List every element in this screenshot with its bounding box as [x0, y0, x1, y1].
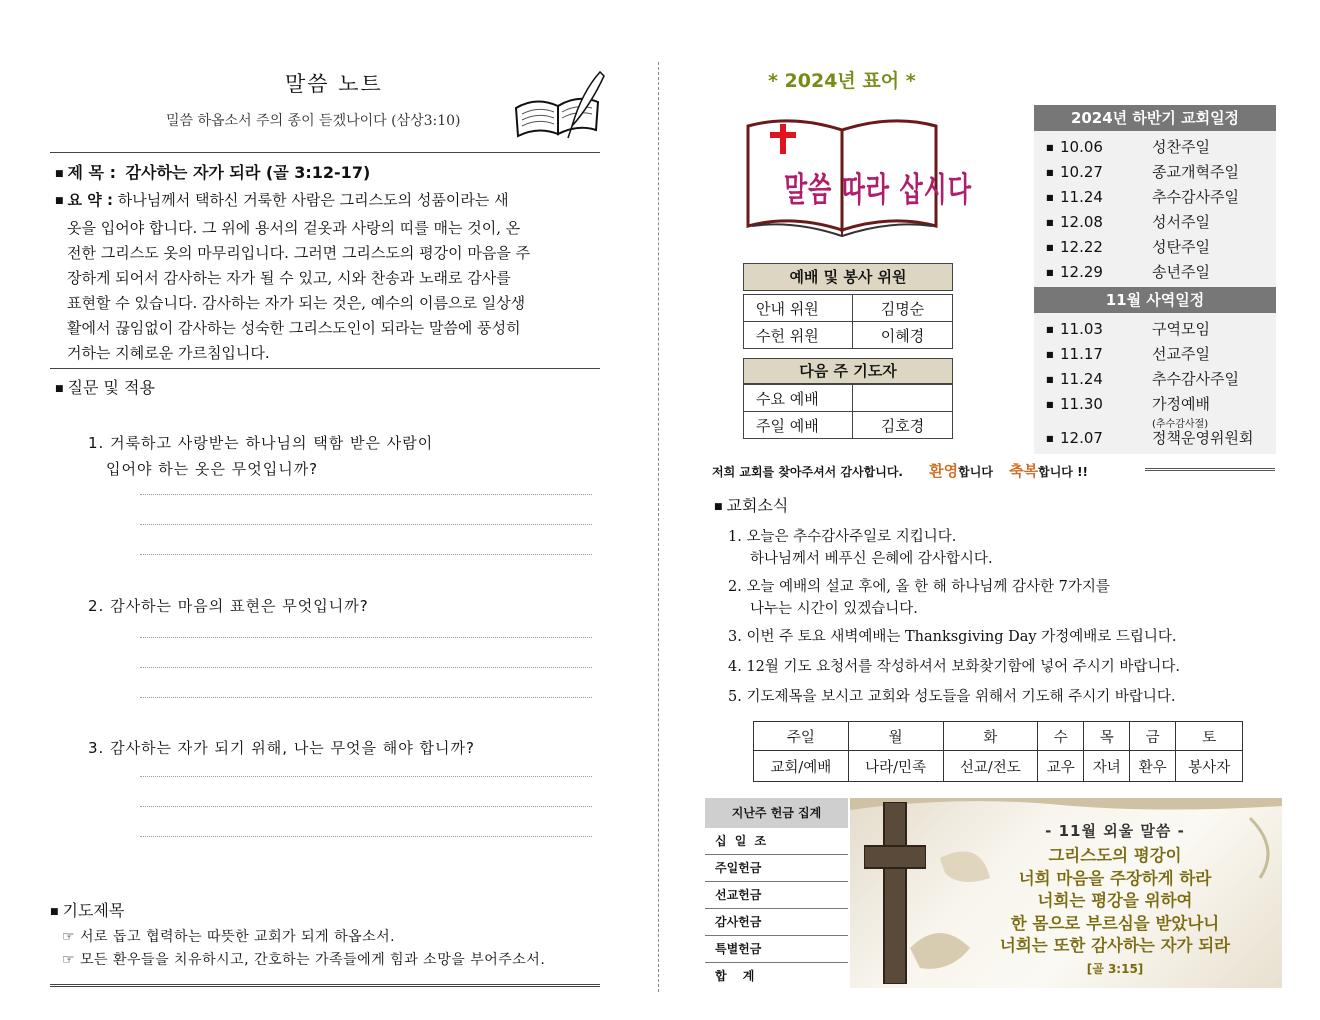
bullet-square-icon	[55, 191, 68, 209]
answer-line[interactable]	[140, 554, 592, 555]
motto-text: 말씀 따라 삽시다	[784, 170, 972, 210]
verse-title: - 11월 외울 말씀 -	[1045, 822, 1185, 840]
offering-row: 선교헌금	[705, 882, 848, 909]
prayer-item: ☞ 서로 돕고 협력하는 따뜻한 교회가 되게 하옵소서.	[62, 929, 396, 945]
qa-heading: ■ 질문 및 적용	[55, 375, 155, 398]
question-3: 3. 감사하는 자가 되기 위해, 나는 무엇을 해야 합니까?	[88, 739, 475, 757]
answer-line[interactable]	[140, 836, 592, 837]
answer-line[interactable]	[140, 494, 592, 495]
answer-line[interactable]	[140, 637, 592, 638]
prayer-heading: ■ 기도제목	[50, 898, 124, 921]
offering-row: 주일헌금	[705, 855, 848, 882]
table-row: 교회/예배 나라/민족 선교/전도 교우 자녀 환우 봉사자	[754, 751, 1243, 782]
page-fold-divider	[658, 62, 659, 992]
page-title: 말씀 노트	[285, 72, 383, 96]
table-row: 안내 위원 김명순	[744, 295, 953, 322]
schedule-item: ■ 11.24 추수감사주일	[1034, 185, 1276, 210]
book-quill-illustration	[512, 68, 608, 144]
table-row: 주일 예배 김호경	[744, 412, 953, 439]
ministry-item: ■ 11.24 추수감사주일	[1034, 367, 1276, 392]
welcome-rule	[1145, 468, 1275, 471]
page-subtitle: 밀씀 하옵소서 주의 종이 듣겠나이다 (삼상3:10)	[166, 113, 461, 129]
weekly-prayer-table	[753, 721, 1243, 782]
next-week-prayer-box: 다음 주 기도자 수요 예배 주일 예배 김호경	[743, 358, 953, 439]
table-row: 수헌 위원 이혜경	[744, 322, 953, 349]
news-item: 1. 오늘은 추수감사주일로 지킵니다. 하나님께서 베푸신 은혜에 감사합시다.	[728, 529, 993, 567]
ministry-item: ■ 12.07 정책운영위원회	[1034, 426, 1276, 451]
news-item: 2. 오늘 예배의 설교 후에, 올 한 해 하나님께 감사한 7가지를 나누는 시간이 있겠습니다.	[728, 579, 1110, 617]
verse-reference: [골 3:15]	[1086, 961, 1144, 976]
motto-book	[742, 108, 972, 240]
table-row: 주일 월 화 수 목 금 토	[754, 722, 1243, 751]
news-item: 5. 기도제목을 보시고 교회와 성도들을 위해서 기도해 주시기 바랍니다.	[728, 689, 1176, 705]
memory-verse-panel: - 11월 외울 말씀 - 그리스도의 평강이 너희 마음을 주장하게 하라 너희는 평강을 위하여 한 몸으로 부르심을 받았나니 너희는 또한 감사하는 자가 되라 [골 3:15]	[850, 798, 1282, 988]
news-item: 4. 12월 기도 요청서를 작성하셔서 보화찾기함에 넣어 주시기 바랍니다.	[728, 659, 1180, 675]
answer-line[interactable]	[140, 667, 592, 668]
ministry-item: ■ 11.17 선교주일	[1034, 342, 1276, 367]
bottom-rule	[50, 984, 600, 990]
schedule-item: ■ 12.22 성탄주일	[1034, 235, 1276, 260]
motto-title: * 2024년 표어 *	[768, 70, 916, 92]
answer-line[interactable]	[140, 776, 592, 777]
bullet-square-icon	[714, 496, 727, 515]
news-heading: ■ 교회소식	[714, 493, 788, 516]
offering-row: 특별헌금	[705, 936, 848, 963]
table-row: 수요 예배	[744, 385, 953, 412]
answer-line[interactable]	[140, 697, 592, 698]
news-list	[728, 526, 1268, 708]
ministry-item: ■ 11.30 가정예배 (추수감사절)	[1034, 392, 1276, 426]
sermon-topic: ■ 제 목 : 감사하는 자가 되라 (골 3:12-17)	[55, 160, 370, 183]
offering-summary	[705, 798, 848, 988]
church-schedule-panel: 2024년 하반기 교회일정 ■ 10.06 성찬주일 ■ 10.27 종교개혁주일 ■ 11.24 추수감사주일 ■ 12.08 성서주일 ■ 12.22 성탄주일 ■ 12.29 송년주일 11월 사역일정 ■ 11.03 구역모임 ■ 11.17 선교주일 ■ 11.24 추수감사주일 ■ 11.30 가정예배 (추수감사절) ■ 12.07 정책운영위원회	[1034, 105, 1276, 454]
service-committee-box: 예배 및 봉사 위원 안내 위원 김명순 수헌 위원 이혜경	[743, 263, 953, 349]
welcome-line: 저희 교회를 찾아주셔서 감사합니다. 환영합니다 축복합니다 !!	[712, 462, 1089, 480]
question-2: 2. 감사하는 마음의 표현은 무엇입니까?	[88, 597, 369, 615]
offering-row: 합 계	[715, 969, 761, 983]
offering-row: 감사헌금	[705, 909, 848, 936]
schedule-item: ■ 10.27 종교개혁주일	[1034, 160, 1276, 185]
cross-icon	[864, 802, 926, 984]
sermon-summary: ■ 요 약 : 하나님께서 택하신 거룩한 사람은 그리스도의 성품이라는 새 옷을 입어야 합니다. 그 위에 용서의 겉옷과 사랑의 띠를 매는 것이, 온 전한 그리스도 옷의 마무리입니다. 그러면 그리스도의 평강이 마음을 주 장하게 되어서 감사하는 자가 될 수 있고, 시와 찬송과 노래로 감사를 표현할 수 있습니다. 감사하는 자가 되는 것은, 예수의 이름으로 일상생 활에서 끊임없이 감사하는 성숙한 그리스도인이 되라는 말씀에 풍성히 거하는 지혜로운 가르침입니다.	[55, 188, 600, 366]
prayer-item: ☞ 모든 환우들을 치유하시고, 간호하는 가족들에게 힘과 소망을 부어주소서.	[62, 952, 546, 968]
bullet-square-icon	[55, 378, 68, 397]
offering-title: 지난주 헌금 집계	[705, 798, 848, 828]
answer-line[interactable]	[140, 524, 592, 525]
bullet-square-icon	[55, 163, 68, 182]
news-item: 3. 이번 주 토요 새벽예배는 Thanksgiving Day 가정예배로 드립니다.	[728, 629, 1177, 645]
schedule-item: ■ 12.08 성서주일	[1034, 210, 1276, 235]
bullet-square-icon	[50, 901, 63, 920]
question-1: 1. 거룩하고 사랑받는 하나님의 택함 받은 사람이 입어야 하는 옷은 무엇입니까?	[88, 434, 434, 478]
schedule-item: ■ 12.29 송년주일	[1034, 260, 1276, 285]
schedule-item: ■ 10.06 성찬주일	[1034, 135, 1276, 160]
answer-line[interactable]	[140, 806, 592, 807]
ministry-item: ■ 11.03 구역모임	[1034, 317, 1276, 342]
offering-row: 십 일 조	[705, 828, 848, 855]
